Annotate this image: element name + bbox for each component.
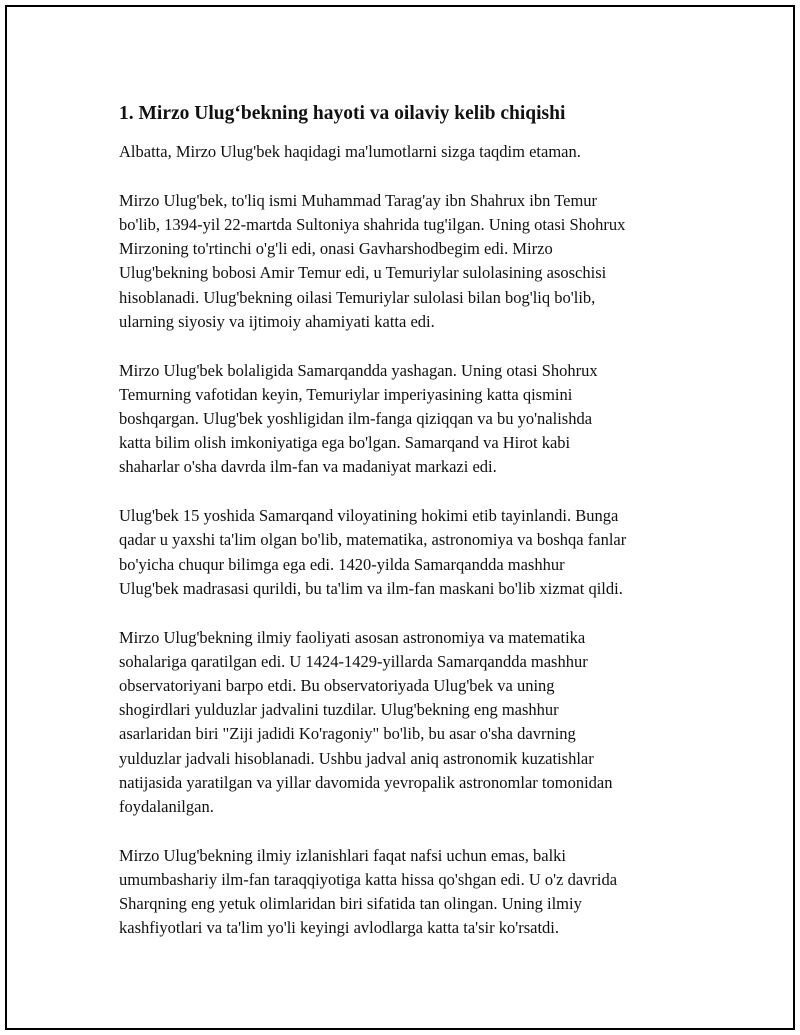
paragraph-intro: [119, 140, 719, 164]
text-line: Albatta, Mirzo Ulug'bek haqidagi ma'lumotlarni sizga taqdim etaman.: [119, 142, 581, 161]
text-line: observatoriyani barpo etdi. Bu observatoriyada Ulug'bek va uning: [119, 676, 555, 696]
text-line: yulduzlar jadvali hisoblanadi. Ushbu jadval aniq astronomik kuzatishlar: [119, 748, 594, 768]
text-line: sohalariga qaratilgan edi. U 1424-1429-yillarda Samarqandda mashhur: [119, 651, 588, 671]
text-line: boshqargan. Ulug'bek yoshligidan ilm-fanga qiziqqan va bu yo'nalishda: [119, 409, 593, 429]
paragraph-family: [119, 189, 719, 334]
text-line: bo'lib, 1394-yil 22-martda Sultoniya shahrida tug'ilgan. Uning otasi Shohrux: [119, 215, 626, 234]
text-line: Temurning vafotidan keyin, Temuriylar imperiyasining katta qismini: [119, 384, 573, 404]
text-line: Mirzo Ulug'bek bolaligida Samarqandda yashagan. Uning otasi Shohrux: [119, 360, 598, 380]
text-line: katta bilim olish imkoniyatiga ega bo'lgan. Samarqand va Hirot kabi: [119, 433, 571, 453]
text-line: Mirzo Ulug'bekning ilmiy faoliyati asosan astronomiya va matematika: [119, 627, 586, 647]
text-line: hisoblanadi. Ulug'bekning oilasi Temuriylar sulolasi bilan bog'liq bo'lib,: [119, 287, 596, 307]
page-frame: [5, 5, 795, 1030]
text-line: Ulug'bek madrasasi qurildi, bu ta'lim va ilm-fan maskani bo'lib xizmat qildi.: [119, 578, 623, 598]
text-line: ularning siyosiy va ijtimoiy ahamiyati katta edi.: [119, 311, 435, 331]
paragraph-legacy: [119, 844, 719, 941]
text-line: kashfiyotlari va ta'lim yo'li keyingi avlodlarga katta ta'sir ko'rsatdi.: [119, 918, 560, 938]
text-line: shogirdlari yulduzlar jadvalini tuzdilar. Ulug'bekning eng mashhur: [119, 700, 559, 720]
text-line: foydalanilgan.: [119, 797, 214, 817]
section-heading: 1. Mirzo Ulug‘bekning hayoti va oilaviy kelib chiqishi: [119, 103, 566, 124]
text-line: umumbashariy ilm-fan taraqqiyotiga katta hissa qo'shgan edi. U o'z davrida: [119, 870, 618, 890]
text-line: qadar u yaxshi ta'lim olgan bo'lib, matematika, astronomiya va boshqa fanlar: [119, 530, 627, 550]
text-line: Mirzo Ulug'bek, to'liq ismi Muhammad Tarag'ay ibn Shahrux ibn Temur: [119, 190, 598, 210]
paragraph-governor: [119, 504, 719, 601]
text-line: Mirzo Ulug'bekning ilmiy izlanishlari faqat nafsi uchun emas, balki: [119, 845, 566, 865]
text-line: natijasida yaratilgan va yillar davomida yevropalik astronomlar tomonidan: [119, 772, 613, 792]
paragraph-science: [119, 626, 719, 820]
text-line: Ulug'bekning bobosi Amir Temur edi, u Temuriylar sulolasining asoschisi: [119, 263, 607, 283]
paragraph-childhood: [119, 359, 719, 480]
text-line: Mirzoning to'rtinchi o'g'li edi, onasi Gavharshodbegim edi. Mirzo: [119, 239, 553, 259]
text-line: Ulug'bek 15 yoshida Samarqand viloyatining hokimi etib tayinlandi. Bunga: [119, 506, 619, 526]
text-line: Sharqning eng yetuk olimlaridan biri sifatida tan olingan. Uning ilmiy: [119, 894, 582, 914]
text-line: shaharlar o'sha davrda ilm-fan va madaniyat markazi edi.: [119, 457, 497, 477]
text-line: bo'yicha chuqur bilimga ega edi. 1420-yilda Samarqandda mashhur: [119, 554, 565, 574]
document-body: [119, 100, 719, 965]
text-line: asarlaridan biri "Ziji jadidi Ko'ragoniy" bo'lib, bu asar o'sha davrning: [119, 724, 576, 744]
